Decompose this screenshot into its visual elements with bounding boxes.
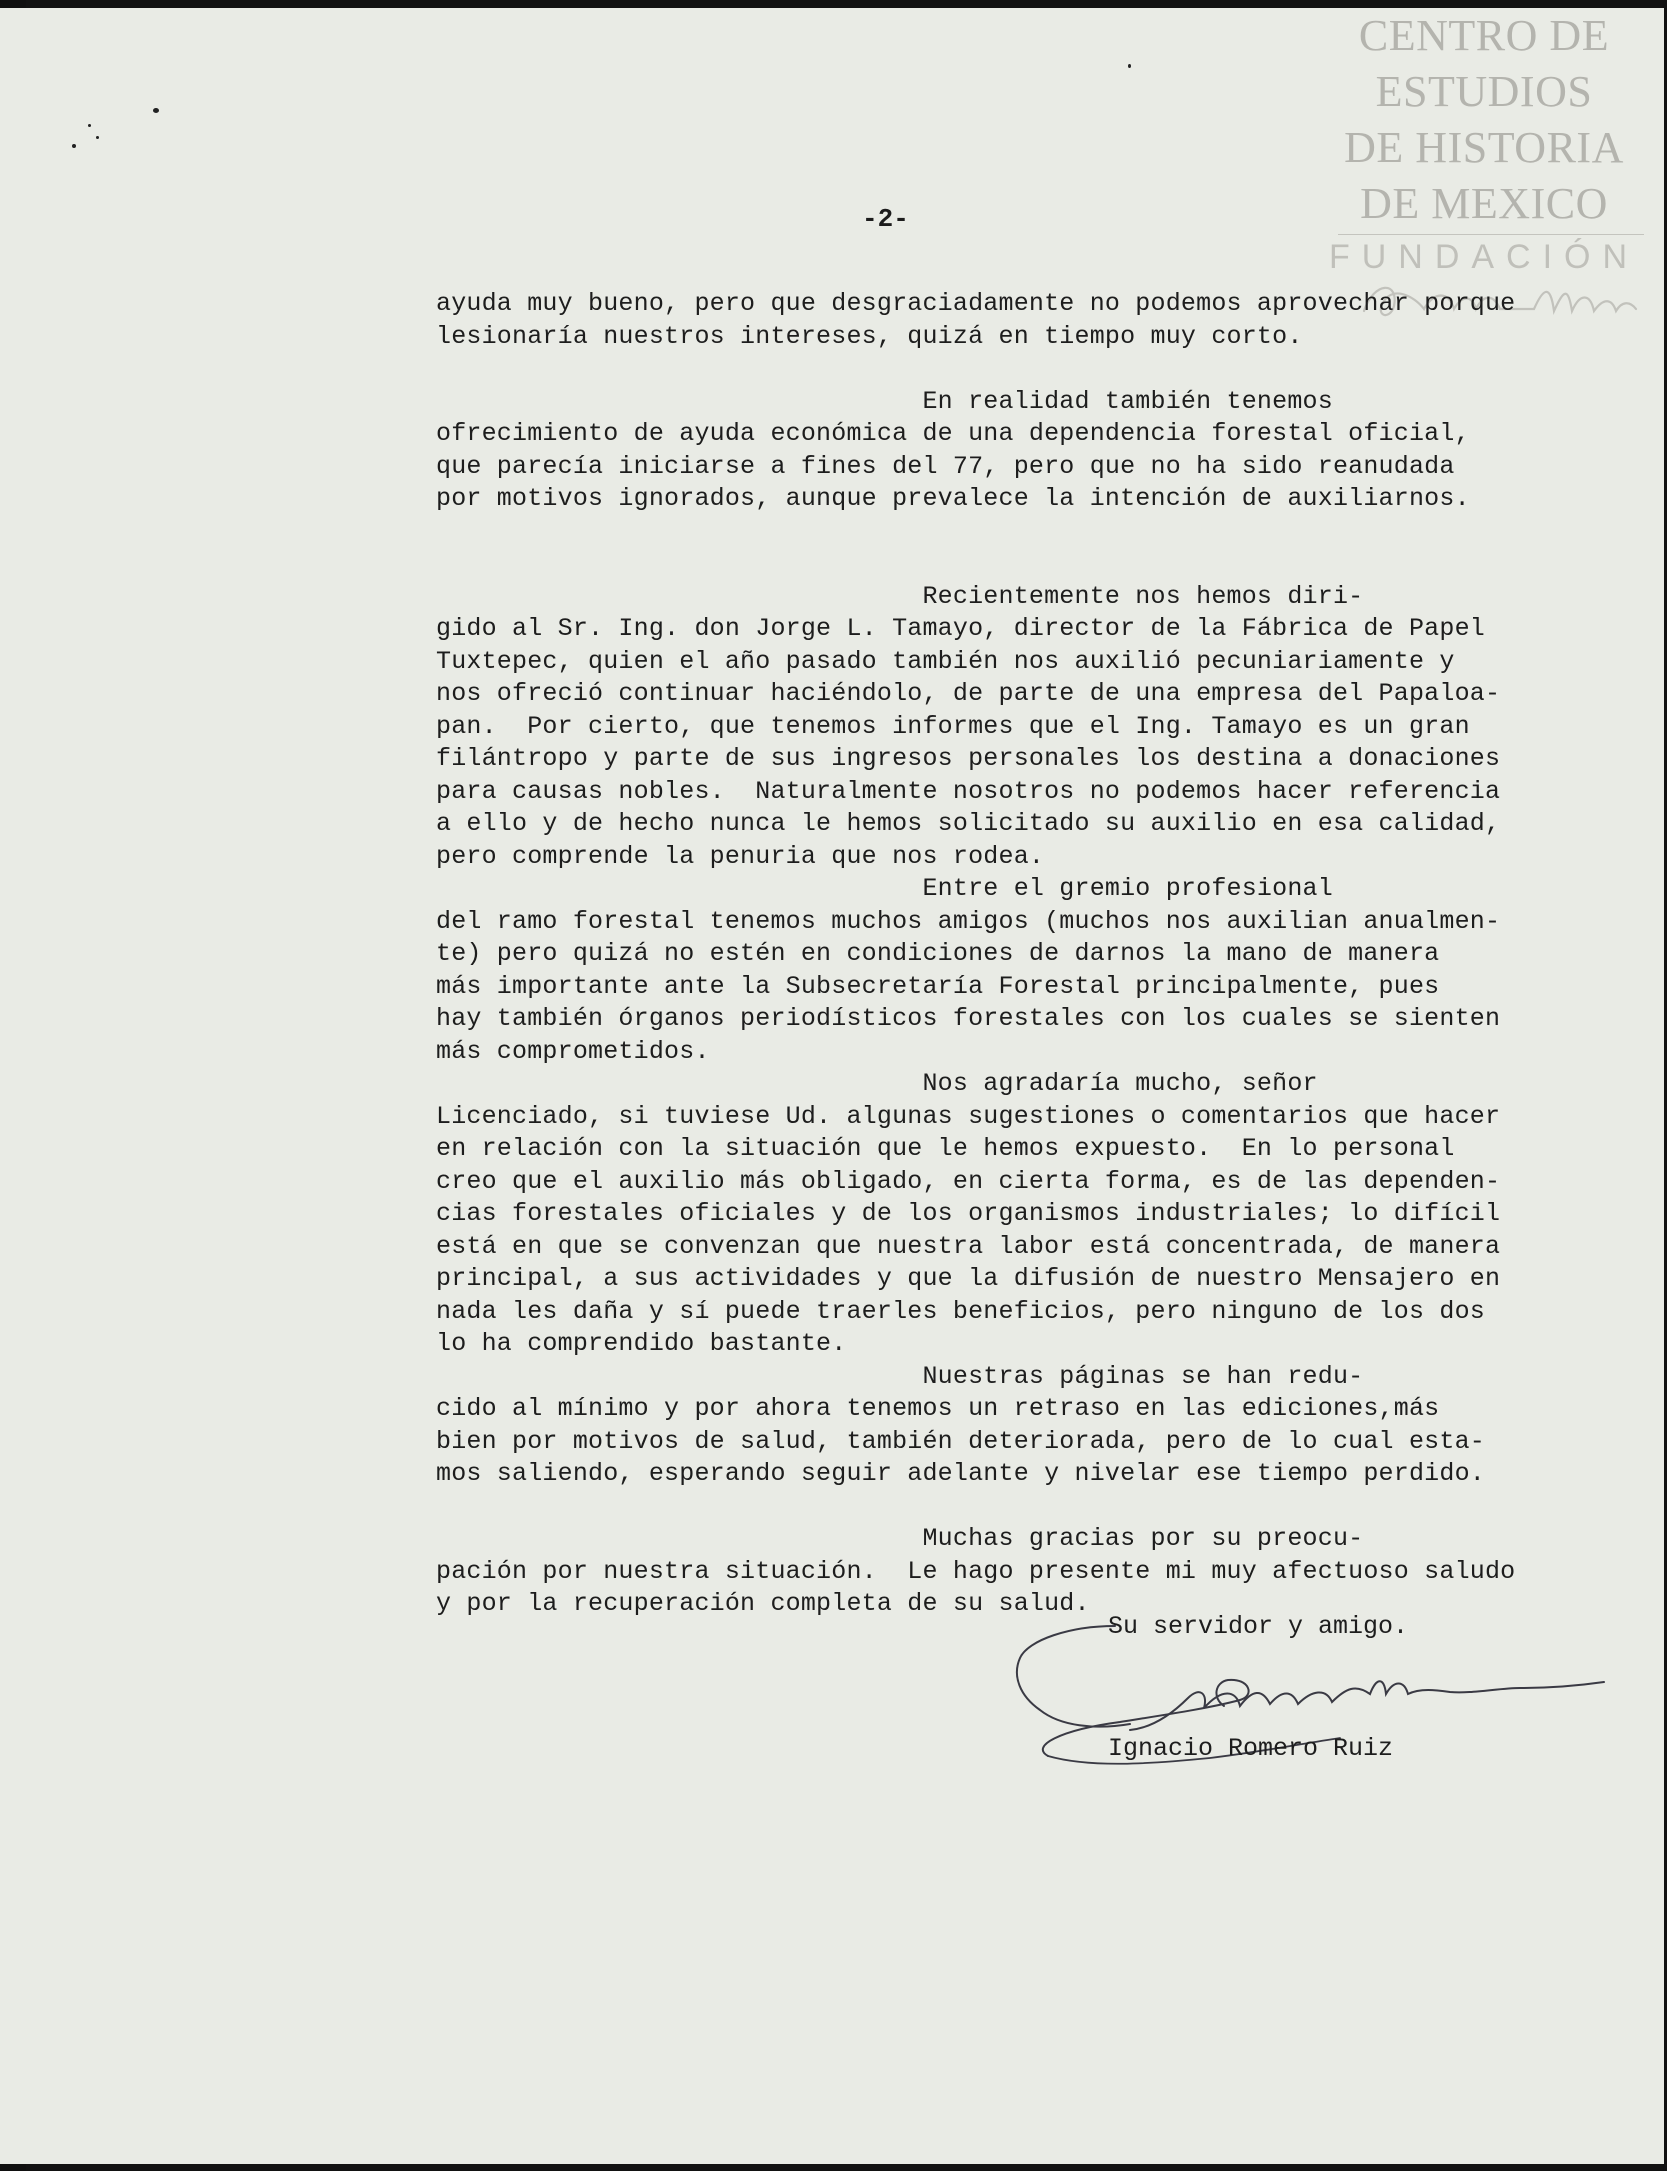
body-line: creo que el auxilio más obligado, en cierta forma, es de las dependen- <box>436 1166 1501 1196</box>
body-line: Licenciado, si tuviese Ud. algunas sugestiones o comentarios que hacer <box>436 1101 1501 1131</box>
ink-speck <box>88 124 91 127</box>
closing-line: Su servidor y amigo. <box>1108 1612 1409 1641</box>
body-line: lesionaría nuestros intereses, quizá en tiempo muy corto. <box>436 321 1303 351</box>
body-line: cido al mínimo y por ahora tenemos un retraso en las ediciones,más <box>436 1394 1440 1423</box>
body-line: ofrecimiento de ayuda económica de una dependencia forestal oficial, <box>436 419 1470 448</box>
watermark-line: DE HISTORIA <box>1344 123 1624 172</box>
body-line: bien por motivos de salud, también deteriorada, pero de lo cual esta- <box>436 1426 1485 1456</box>
body-line: para causas nobles. Naturalmente nosotros no podemos hacer referencia <box>436 776 1501 806</box>
watermark-line: ESTUDIOS <box>1375 67 1593 116</box>
letter-body <box>436 288 1586 1621</box>
body-line: Nuestras páginas se han redu- <box>436 1361 1364 1391</box>
body-line: a ello y de hecho nunca le hemos solicitado su auxilio en esa calidad, <box>436 809 1501 838</box>
body-line: Tuxtepec, quien el año pasado también nos auxilió pecuniariamente y <box>436 646 1455 676</box>
watermark-fundacion: FUNDACIÓN <box>1328 238 1640 276</box>
body-line: En realidad también tenemos <box>436 386 1333 416</box>
ink-speck <box>96 136 99 139</box>
body-line <box>436 1491 1586 1524</box>
body-line: mos saliendo, esperando seguir adelante y nivelar ese tiempo perdido. <box>436 1459 1485 1488</box>
body-line: te) pero quizá no estén en condiciones de darnos la mano de manera <box>436 939 1440 968</box>
watermark-line: CENTRO DE <box>1358 11 1610 60</box>
body-line: ayuda muy bueno, pero que desgraciadamente no podemos aprovechar porque <box>436 289 1516 318</box>
body-line: más importante ante la Subsecretaría Forestal principalmente, pues <box>436 971 1440 1001</box>
body-line: que parecía iniciarse a fines del 77, pero que no ha sido reanudada <box>436 451 1455 481</box>
body-line: pan. Por cierto, que tenemos informes que el Ing. Tamayo es un gran <box>436 711 1470 741</box>
body-line <box>436 516 1586 549</box>
watermark-divider <box>1338 234 1644 235</box>
body-line: del ramo forestal tenemos muchos amigos (muchos nos auxilian anualmen- <box>436 906 1501 936</box>
signer-name: Ignacio Romero Ruiz <box>1108 1734 1394 1763</box>
body-line: por motivos ignorados, aunque prevalece la intención de auxiliarnos. <box>436 484 1470 513</box>
body-line: lo ha comprendido bastante. <box>436 1329 847 1358</box>
ink-speck <box>1128 64 1131 68</box>
body-line: está en que se convenzan que nuestra labor está concentrada, de manera <box>436 1231 1501 1261</box>
page-number: -2- <box>862 204 909 234</box>
body-line: cias forestales oficiales y de los organismos industriales; lo difícil <box>436 1199 1501 1228</box>
document-page <box>0 8 1664 2164</box>
body-line <box>436 353 1586 386</box>
ink-speck <box>72 144 76 148</box>
body-line: Entre el gremio profesional <box>436 874 1333 903</box>
body-line: Nos agradaría mucho, señor <box>436 1069 1318 1098</box>
ink-speck <box>153 108 159 113</box>
body-line: hay también órganos periodísticos forestales con los cuales se sienten <box>436 1004 1501 1033</box>
body-line <box>436 548 1586 581</box>
body-line: y por la recuperación completa de su salud. <box>436 1589 1090 1618</box>
body-line: pación por nuestra situación. Le hago presente mi muy afectuoso saludo <box>436 1556 1516 1586</box>
body-line: gido al Sr. Ing. don Jorge L. Tamayo, director de la Fábrica de Papel <box>436 614 1485 643</box>
body-line: nada les daña y sí puede traerles beneficios, pero ninguno de los dos <box>436 1296 1485 1326</box>
body-line: principal, a sus actividades y que la difusión de nuestro Mensajero en <box>436 1264 1501 1293</box>
body-line: en relación con la situación que le hemos expuesto. En lo personal <box>436 1134 1455 1163</box>
body-line: filántropo y parte de sus ingresos personales los destina a donaciones <box>436 744 1501 773</box>
body-line: Muchas gracias por su preocu- <box>436 1524 1364 1553</box>
body-line: más comprometidos. <box>436 1036 710 1066</box>
archive-watermark <box>1324 8 1644 331</box>
watermark-line: DE MEXICO <box>1360 179 1608 228</box>
body-line: Recientemente nos hemos diri- <box>436 581 1364 611</box>
body-line: nos ofreció continuar haciéndolo, de parte de una empresa del Papaloa- <box>436 679 1501 708</box>
body-line: pero comprende la penuria que nos rodea. <box>436 841 1045 871</box>
